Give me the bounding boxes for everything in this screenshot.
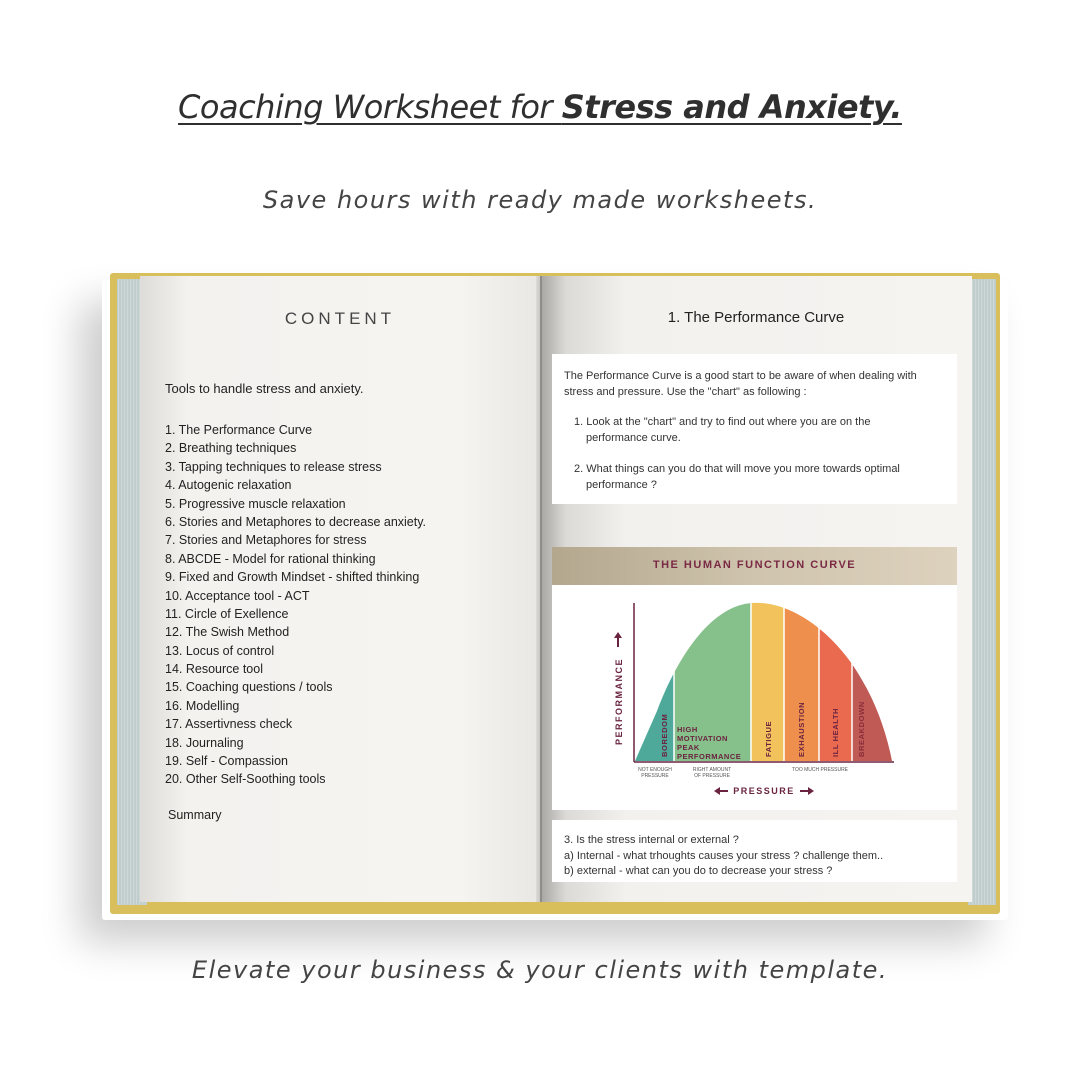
toc-item: 10. Acceptance tool - ACT [165,588,310,603]
human-function-chart [552,585,957,810]
toc-item: 14. Resource tool [165,662,263,677]
toc-item: 15. Coaching questions / tools [165,680,333,695]
question-box [552,820,957,882]
step-line: 1. Look at the "chart" and try to find out where you are on the [574,416,871,428]
intro-line: stress and pressure. Use the "chart" as following : [564,386,807,398]
zone-label-line: PERFORMANCE [677,752,742,761]
toc-item: 5. Progressive muscle relaxation [165,496,346,511]
page-edges-right [968,279,996,905]
x-note: TOO MUCH PRESSURE [791,767,849,773]
toc-summary: Summary [168,808,222,822]
toc-item: 2. Breathing techniques [165,441,297,456]
toc-item: 11. Circle of Exellence [165,606,289,621]
x-note: NOT ENOUGH [638,767,672,773]
question-3b: b) external - what can you do to decrease your stress ? [564,865,833,877]
toc-item: 12. The Swish Method [165,625,290,640]
zone-label-line: PEAK [677,743,700,752]
x-note: PRESSURE [641,773,669,779]
toc-item: 20. Other Self-Soothing tools [165,772,326,787]
toc-item: 4. Autogenic relaxation [165,478,292,493]
question-3a: a) Internal - what trhoughts causes your stress ? challenge them.. [564,850,884,862]
x-note: RIGHT AMOUNT [692,767,732,773]
zone-label-ill-health: ILL HEALTH [831,707,840,757]
step-line: performance curve. [586,432,681,444]
instructions-intro [564,368,949,400]
zone-label-line: MOTIVATION [677,734,728,743]
toc-item: 6. Stories and Metaphores to decrease anxiety. [165,514,427,529]
intro-line: The Performance Curve is a good start to be aware of when dealing with [564,370,917,382]
instructions-box [552,354,957,504]
toc-item: 7. Stories and Metaphores for stress [165,533,367,548]
title-part-regular: Coaching Worksheet for [178,88,562,126]
toc-item: 9. Fixed and Growth Mindset - shifted thinking [165,570,420,585]
zone-label-line: HIGH [677,725,698,734]
human-function-curve-svg [552,585,957,810]
title-part-bold: Stress and Anxiety. [561,88,902,126]
book-spine [536,276,542,902]
contents-intro: Tools to handle stress and anxiety. [165,381,364,396]
table-of-contents [165,421,426,789]
zone-label-fatigue: FATIGUE [764,720,773,757]
x-axis-right-arrow-icon [800,787,814,795]
toc-item: 17. Assertivness check [165,717,293,732]
page-title [0,88,1080,126]
subtitle: Save hours with ready made worksheets. [262,186,818,214]
toc-item: 18. Journaling [165,735,244,750]
contents-heading: CONTENT [284,309,396,328]
y-axis-arrow-icon [614,632,622,647]
x-note: OF PRESSURE [694,773,730,779]
zone-label-exhaustion: EXHAUSTION [797,701,806,757]
zone-label-breakdown: BREAKDOWN [857,701,866,757]
step-2 [574,461,944,493]
step-1 [574,414,944,446]
question-3: 3. Is the stress internal or external ? [564,834,739,846]
x-axis-label: PRESSURE [733,786,795,796]
x-axis-left-arrow-icon [714,787,728,795]
zone-label-boredom: BOREDOM [660,713,669,757]
section-heading: 1. The Performance Curve [667,309,845,326]
toc-item: 16. Modelling [165,698,240,713]
chart-banner [552,547,957,585]
step-line: 2. What things can you do that will move you more towards optimal [574,463,900,475]
step-line: performance ? [586,479,657,491]
toc-item: 8. ABCDE - Model for rational thinking [165,551,376,566]
toc-item: 13. Locus of control [165,643,275,658]
footer-tagline: Elevate your business & your clients with template. [191,956,889,984]
toc-item: 1. The Performance Curve [165,423,313,437]
y-axis-label: PERFORMANCE [614,657,624,745]
toc-item: 19. Self - Compassion [165,754,288,769]
chart-banner-title: THE HUMAN FUNCTION CURVE [652,559,857,571]
toc-item: 3. Tapping techniques to release stress [165,459,382,474]
